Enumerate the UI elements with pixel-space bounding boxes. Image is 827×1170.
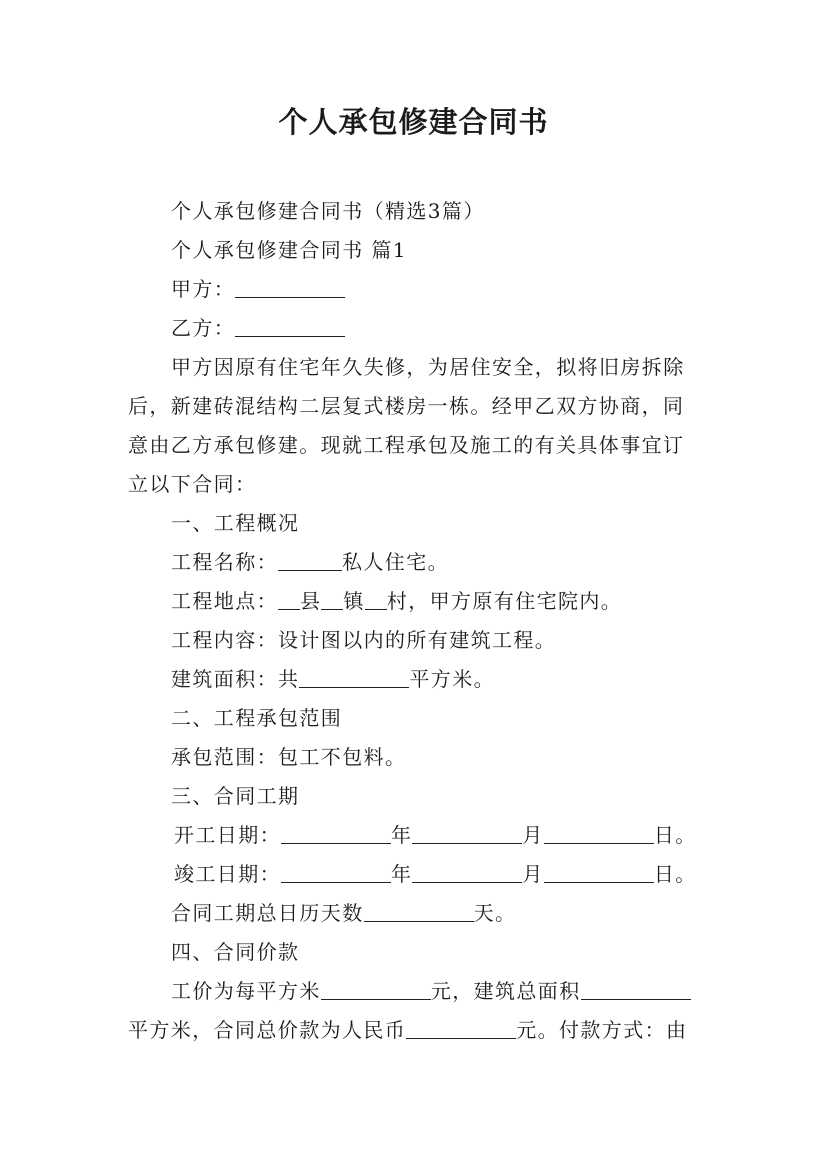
party-b-line bbox=[171, 313, 345, 343]
project-name-blank bbox=[278, 550, 342, 571]
unit-price-label: 工价为每平方米 bbox=[171, 979, 321, 1003]
section-heading: 一、工程概况 bbox=[171, 511, 300, 535]
total-area-label: 元，建筑总面积 bbox=[430, 979, 581, 1003]
start-day-blank bbox=[544, 823, 654, 844]
project-name-line bbox=[171, 547, 449, 577]
month-text: 月 bbox=[522, 823, 544, 847]
paragraph-line: 意由乙方承包修建。现就工程承包及施工的有关具体事宜订 bbox=[128, 433, 685, 457]
total-days-blank bbox=[364, 901, 474, 922]
year-text: 年 bbox=[391, 862, 413, 886]
day-text: 日。 bbox=[653, 823, 697, 847]
end-day-blank bbox=[544, 862, 654, 883]
project-location-line bbox=[171, 586, 622, 616]
town-text: 镇 bbox=[343, 589, 365, 613]
total-area-blank bbox=[581, 979, 691, 1000]
project-location-label: 工程地点： bbox=[171, 589, 278, 613]
paragraph-line: 后，新建砖混结构二层复式楼房一栋。经甲乙双方协商，同 bbox=[128, 394, 685, 418]
end-date-line bbox=[174, 859, 697, 889]
paragraph-line: 甲方因原有住宅年久失修，为居住安全，拟将旧房拆除 bbox=[171, 355, 685, 379]
unit-price-blank bbox=[321, 979, 431, 1000]
scope-line: 承包范围：包工不包料。 bbox=[171, 745, 407, 769]
month-text: 月 bbox=[522, 862, 544, 886]
start-year-blank bbox=[281, 823, 391, 844]
project-name-label: 工程名称： bbox=[171, 550, 278, 574]
paragraph-line: 立以下合同： bbox=[128, 472, 257, 496]
section-heading: 四、合同价款 bbox=[171, 940, 300, 964]
county-text: 县 bbox=[300, 589, 322, 613]
start-date-line bbox=[174, 820, 697, 850]
document-subtitle: 个人承包修建合同书（精选3篇） bbox=[171, 199, 485, 223]
area-blank bbox=[299, 667, 409, 688]
party-b-label: 乙方： bbox=[171, 316, 236, 340]
total-price-label: 平方米，合同总价款为人民币 bbox=[128, 1018, 407, 1042]
start-month-blank bbox=[412, 823, 522, 844]
price-line-1 bbox=[171, 976, 691, 1006]
section-heading: 二、工程承包范围 bbox=[171, 706, 343, 730]
year-text: 年 bbox=[391, 823, 413, 847]
end-date-label: 竣工日期： bbox=[174, 862, 281, 886]
party-b-blank bbox=[235, 316, 345, 337]
end-year-blank bbox=[281, 862, 391, 883]
area-label: 建筑面积：共 bbox=[171, 667, 300, 691]
project-name-tail: 私人住宅。 bbox=[342, 550, 449, 574]
county-blank bbox=[278, 589, 300, 610]
area-tail: 平方米。 bbox=[409, 667, 496, 691]
party-a-line bbox=[171, 274, 345, 304]
total-days-tail: 天。 bbox=[473, 901, 517, 925]
price-line-2 bbox=[128, 1015, 687, 1045]
part-heading: 个人承包修建合同书 篇1 bbox=[171, 238, 407, 262]
party-a-label: 甲方： bbox=[171, 277, 236, 301]
end-month-blank bbox=[412, 862, 522, 883]
project-content-line: 工程内容：设计图以内的所有建筑工程。 bbox=[171, 628, 557, 652]
area-line bbox=[171, 664, 495, 694]
party-a-blank bbox=[235, 277, 345, 298]
start-date-label: 开工日期： bbox=[174, 823, 281, 847]
document-title: 个人承包修建合同书 bbox=[278, 105, 549, 139]
day-text: 日。 bbox=[653, 862, 697, 886]
project-location-tail: 村，甲方原有住宅院内。 bbox=[386, 589, 623, 613]
total-price-blank bbox=[406, 1018, 516, 1039]
total-days-line bbox=[171, 898, 516, 928]
payment-method-text: 元。付款方式：由 bbox=[516, 1018, 688, 1042]
village-blank bbox=[365, 589, 387, 610]
section-heading: 三、合同工期 bbox=[171, 784, 300, 808]
town-blank bbox=[321, 589, 343, 610]
total-days-label: 合同工期总日历天数 bbox=[171, 901, 364, 925]
